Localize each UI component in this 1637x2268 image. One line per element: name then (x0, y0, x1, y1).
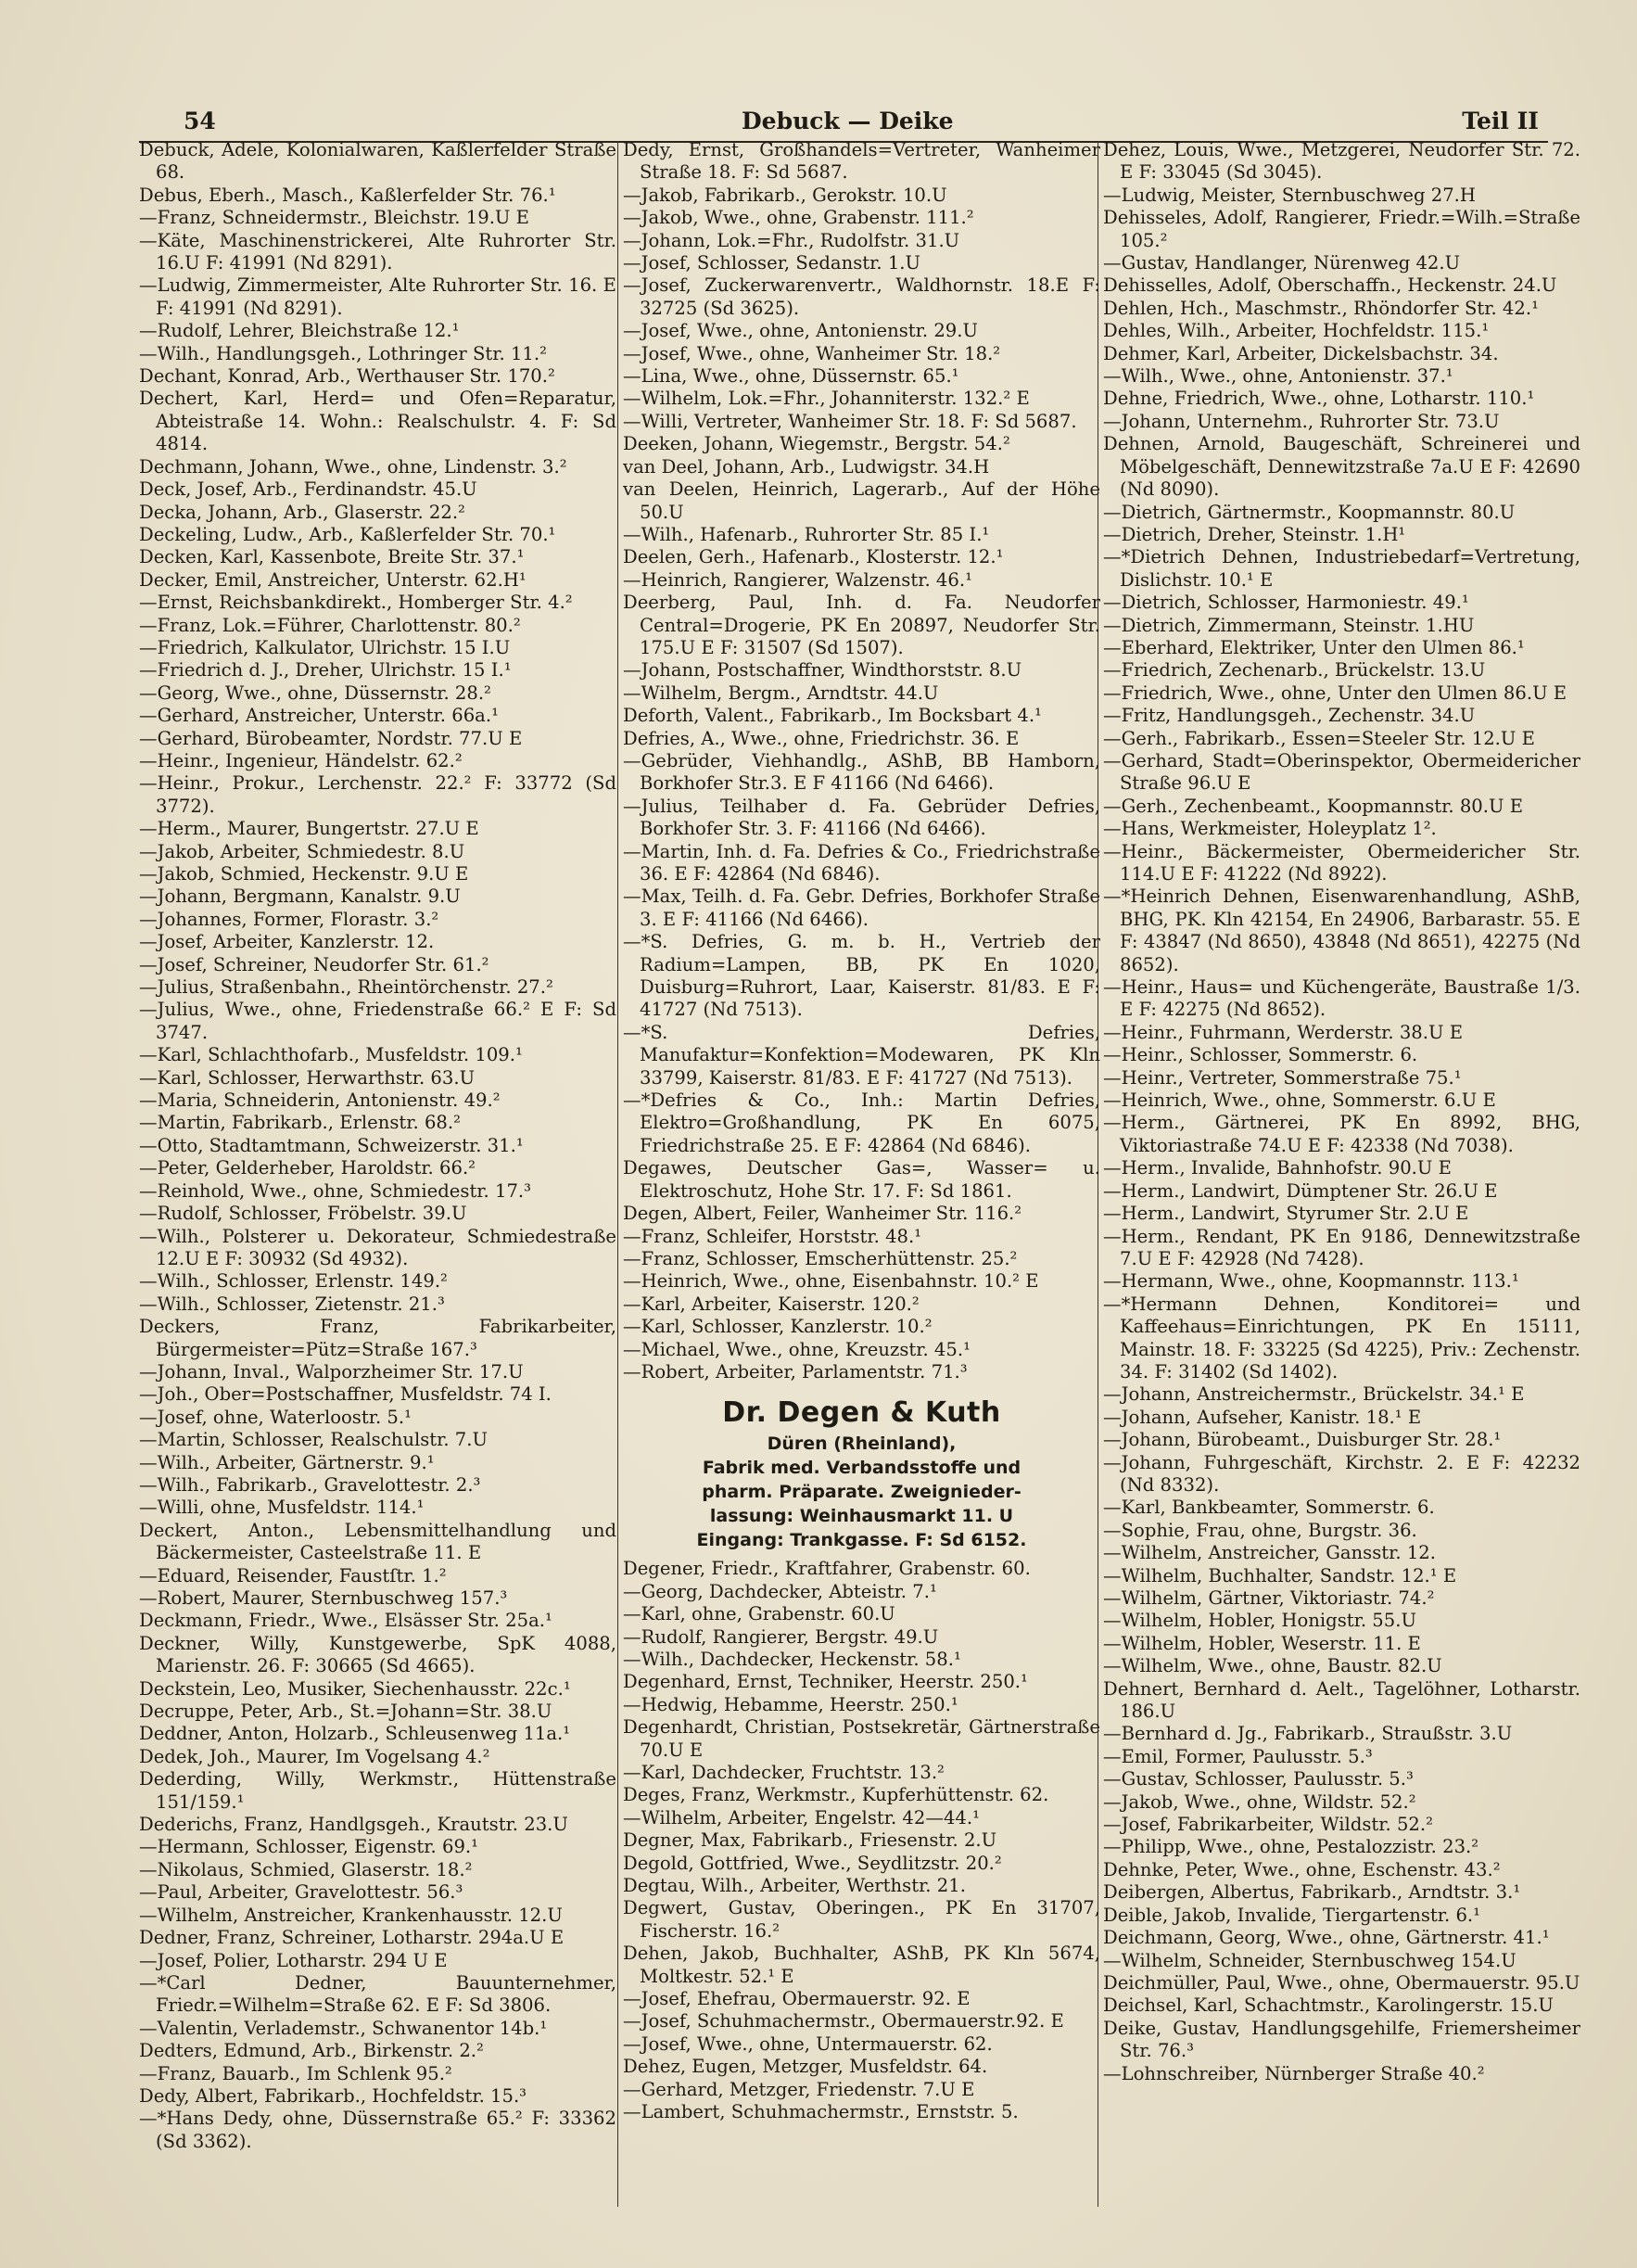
directory-entry: —Franz, Bauarb., Im Schlenk 95.² (139, 2062, 452, 2084)
directory-entry: Decruppe, Peter, Arb., St.=Johann=Str. 38.U (139, 1701, 552, 1723)
ad-line: pharm. Präparate. Zweignieder- (702, 1482, 1022, 1503)
directory-entry: —Herm., Invalide, Bahnhofstr. 90.U E (1103, 1157, 1452, 1179)
directory-entry: —Hans, Werkmeister, Holeyplatz 1². (1103, 818, 1437, 840)
directory-entry: Dehisseles, Adolf, Rangierer, Friedr.=Wilh.=Straße 105.² (1103, 207, 1580, 251)
directory-entry: —Heinr., Schlosser, Sommerstr. 6. (1103, 1044, 1418, 1066)
directory-entry: —Johann, Bürobeamt., Duisburger Str. 28.¹ (1103, 1429, 1502, 1451)
directory-entry: —Michael, Wwe., ohne, Kreuzstr. 45.¹ (623, 1338, 971, 1360)
directory-entry: —Wilhelm, Anstreicher, Krankenhausstr. 12.U (139, 1904, 563, 1926)
directory-entry: Dedner, Franz, Schreiner, Lotharstr. 294a.U E (139, 1927, 565, 1949)
directory-entry: Dedters, Edmund, Arb., Birkenstr. 2.² (139, 2040, 484, 2062)
directory-entry: Dechmann, Johann, Wwe., ohne, Lindenstr. 3.² (139, 455, 567, 478)
directory-entry: —Heinr., Bäckermeister, Obermeidericher Str. 114.U E F: 41222 (Nd 8922). (1103, 840, 1580, 885)
directory-entry: —Jakob, Schmied, Heckenstr. 9.U E (139, 863, 469, 885)
directory-entry: —Heinrich, Rangierer, Walzenstr. 46.¹ (623, 568, 972, 591)
directory-entry: —Herm., Rendant, PK En 9186, Dennewitzstraße 7.U E F: 42928 (Nd 7428). (1103, 1225, 1580, 1269)
directory-entry: —Johann, Anstreichermstr., Brückelstr. 34.¹ E (1103, 1383, 1525, 1406)
directory-entry: —Robert, Arbeiter, Parlamentstr. 71.³ (623, 1360, 968, 1382)
directory-entry: Degner, Max, Fabrikarb., Friesenstr. 2.U (623, 1829, 997, 1852)
directory-entry: —Franz, Schneidermstr., Bleichstr. 19.U E (139, 207, 529, 229)
directory-entry: —*Hermann Dehnen, Konditorei= und Kaffeehaus=Einrichtungen, PK En 15111, Mainstr. 18. F: 33225 (Sd 4225), Priv.: Zechenstr. 34. F: 31402 (Sd 1402). (1103, 1293, 1580, 1382)
directory-entry: Dechant, Konrad, Arb., Werthauser Str. 170.² (139, 365, 555, 388)
directory-entry: Dederding, Willy, Werkmstr., Hüttenstraße 151/159.¹ (139, 1768, 616, 1813)
directory-entry: Deichmüller, Paul, Wwe., ohne, Obermauerstr. 95.U (1103, 1971, 1580, 1994)
directory-entry: —Dietrich, Dreher, Steinstr. 1.H¹ (1103, 523, 1406, 545)
section-label: Teil II (1462, 108, 1539, 134)
directory-entry: —Jakob, Wwe., ohne, Grabenstr. 111.² (623, 207, 974, 229)
directory-entry: —Wilhelm, Arbeiter, Engelstr. 42—44.¹ (623, 1806, 980, 1828)
directory-entry: —Gerhard, Anstreicher, Unterstr. 66a.¹ (139, 705, 499, 727)
directory-entry: Degold, Gottfried, Wwe., Seydlitzstr. 20.² (623, 1852, 1002, 1874)
directory-entry: —Wilh., Handlungsgeh., Lothringer Str. 11.² (139, 342, 547, 364)
directory-entry: —*Carl Dedner, Bauunternehmer, Friedr.=Wilhelm=Straße 62. E F: Sd 3806. (139, 1971, 616, 2017)
directory-entry: —Käte, Maschinenstrickerei, Alte Ruhrorter Str. 16.U F: 41991 (Nd 8291). (139, 229, 616, 274)
directory-entry: —Lambert, Schuhmachermstr., Ernststr. 5. (623, 2101, 1019, 2123)
directory-entry: Dederichs, Franz, Handlgsgeh., Krautstr. 23.U (139, 1814, 568, 1836)
directory-entry: —Wilhelm, Wwe., ohne, Baustr. 82.U (1103, 1655, 1442, 1677)
directory-entry: —Johann, Postschaffner, Windthorststr. 8.U (623, 659, 1022, 682)
directory-entry: —Friedrich, Kalkulator, Ulrichstr. 15 I.U (139, 636, 511, 658)
directory-entry: —Johann, Inval., Walporzheimer Str. 17.U (139, 1360, 524, 1382)
directory-entry: van Deel, Johann, Arb., Ludwigstr. 34.H (623, 455, 990, 478)
directory-entry: —Josef, Zuckerwarenvertr., Waldhornstr. 18.E F: 32725 (Sd 3625). (623, 274, 1100, 319)
directory-entry: —Karl, Dachdecker, Fruchtstr. 13.² (623, 1762, 945, 1783)
directory-entry: —Eberhard, Elektriker, Unter den Ulmen 86.¹ (1103, 636, 1525, 658)
directory-entry: —Valentin, Verlademstr., Schwanentor 14b.¹ (139, 2017, 548, 2039)
directory-entry: —Peter, Gelderheber, Haroldstr. 66.² (139, 1157, 476, 1179)
directory-entry: —Friedrich, Wwe., ohne, Unter den Ulmen 86.U E (1103, 682, 1567, 704)
directory-entry: —Hedwig, Hebamme, Heerstr. 250.¹ (623, 1693, 958, 1715)
directory-entry: —Wilhelm, Anstreicher, Gansstr. 12. (1103, 1542, 1436, 1564)
directory-entry: —Herm., Landwirt, Dümptener Str. 26.U E (1103, 1179, 1498, 1202)
directory-entry: —Willi, ohne, Musfeldstr. 114.¹ (139, 1497, 425, 1519)
directory-entry: Deichsel, Karl, Schachtmstr., Karolingerstr. 15.U (1103, 1994, 1554, 2017)
directory-entry: Dehlen, Hch., Maschmstr., Rhöndorfer Str. 42.¹ (1103, 297, 1539, 319)
directory-entry: Dechert, Karl, Herd= und Ofen=Reparatur, Abteistraße 14. Wohn.: Realschulstr. 4. F: Sd 4814. (139, 388, 616, 455)
directory-entry: —Karl, Schlosser, Herwarthstr. 63.U (139, 1066, 476, 1089)
directory-entry: —Wilhelm, Bergm., Arndtstr. 44.U (623, 682, 939, 704)
directory-entry: —Georg, Dachdecker, Abteistr. 7.¹ (623, 1580, 937, 1602)
directory-entry: —Martin, Fabrikarb., Erlenstr. 68.² (139, 1112, 461, 1134)
directory-entry: Deichmann, Georg, Wwe., ohne, Gärtnerstr. 41.¹ (1103, 1927, 1550, 1949)
directory-entry: —Lina, Wwe., ohne, Düssernstr. 65.¹ (623, 365, 959, 388)
directory-entry: Decken, Karl, Kassenbote, Breite Str. 37.¹ (139, 546, 525, 568)
column-2 (623, 139, 1100, 2216)
ad-line: Düren (Rheinland), (767, 1433, 957, 1455)
directory-entry: —Heinr., Ingenieur, Händelstr. 62.² (139, 749, 463, 771)
directory-entry: —Josef, Schlosser, Sedanstr. 1.U (623, 252, 921, 274)
directory-entry: —Dietrich, Schlosser, Harmoniestr. 49.¹ (1103, 592, 1469, 614)
directory-entry: Deckeling, Ludw., Arb., Kaßlerfelder Str. 70.¹ (139, 523, 556, 545)
directory-entry: —Heinr., Vertreter, Sommerstraße 75.¹ (1103, 1066, 1462, 1089)
directory-entry: —Gerh., Fabrikarb., Essen=Steeler Str. 12.U E (1103, 727, 1535, 749)
directory-entry: —Gerhard, Stadt=Oberinspektor, Obermeidericher Straße 96.U E (1103, 749, 1580, 795)
directory-entry: —Karl, Arbeiter, Kaiserstr. 120.² (623, 1293, 920, 1315)
directory-entry: —Dietrich, Zimmermann, Steinstr. 1.HU (1103, 614, 1475, 636)
directory-entry: —Wilhelm, Schneider, Sternbuschweg 154.U (1103, 1949, 1516, 1971)
directory-entry: —Julius, Straßenbahn., Rheintörchenstr. 27.² (139, 976, 553, 999)
directory-entry: Degener, Friedr., Kraftfahrer, Grabenstr. 60. (623, 1558, 1031, 1580)
directory-entry: —Hermann, Schlosser, Eigenstr. 69.¹ (139, 1836, 478, 1858)
directory-entry: —Philipp, Wwe., ohne, Pestalozzistr. 23.² (1103, 1836, 1479, 1858)
directory-entry: —Franz, Schlosser, Emscherhüttenstr. 25.² (623, 1247, 1018, 1269)
directory-entry: —Jakob, Arbeiter, Schmiedestr. 8.U (139, 840, 465, 862)
directory-entry: Deike, Gustav, Handlungsgehilfe, Friemersheimer Str. 76.³ (1103, 2017, 1580, 2062)
directory-entry: —Georg, Wwe., ohne, Düssernstr. 28.² (139, 682, 491, 704)
directory-entry: —*S. Defries, G. m. b. H., Vertrieb der Radium=Lampen, BB, PK En 1020, Duisburg=Ruhrort, Laar, Kaiserstr. 81/83. E F: 41727 (Nd 7513). (623, 931, 1100, 1021)
directory-entry: —Josef, Schuhmachermstr., Obermauerstr.92. E (623, 2010, 1064, 2032)
column-3 (1103, 139, 1580, 2216)
directory-entry: —Reinhold, Wwe., ohne, Schmiedestr. 17.³ (139, 1179, 531, 1202)
directory-entry: —Karl, Schlachthofarb., Musfeldstr. 109.¹ (139, 1044, 523, 1066)
directory-entry: —Friedrich, Zechenarb., Brückelstr. 13.U (1103, 659, 1486, 682)
directory-entry: —Josef, Ehefrau, Obermauerstr. 92. E (623, 1988, 971, 2010)
directory-entry: Deges, Franz, Werkmstr., Kupferhüttenstr. 62. (623, 1784, 1049, 1806)
directory-entry: Dehez, Eugen, Metzger, Musfeldstr. 64. (623, 2056, 988, 2078)
directory-entry: —Wilhelm, Hobler, Honigstr. 55.U (1103, 1610, 1416, 1632)
directory-entry: —Max, Teilh. d. Fa. Gebr. Defries, Borkhofer Straße 3. E F: 41166 (Nd 6466). (623, 886, 1100, 930)
directory-entry: —Josef, Arbeiter, Kanzlerstr. 12. (139, 931, 435, 953)
directory-entry: —Fritz, Handlungsgeh., Zechenstr. 34.U (1103, 705, 1476, 727)
directory-entry: —Gerhard, Metzger, Friedenstr. 7.U E (623, 2078, 975, 2100)
directory-entry: —Otto, Stadtamtmann, Schweizerstr. 31.¹ (139, 1134, 524, 1156)
directory-entry: —Josef, Schreiner, Neudorfer Str. 61.² (139, 953, 489, 975)
directory-entry: —*S. Defries, Manufaktur=Konfektion=Modewaren, PK Kln 33799, Kaiserstr. 81/83. E F: 41727 (Nd 7513). (623, 1021, 1100, 1089)
directory-entry: —Josef, Polier, Lotharstr. 294 U E (139, 1949, 448, 1971)
advertisement (623, 1395, 1100, 1552)
directory-entry: Dehne, Friedrich, Wwe., ohne, Lotharstr. 110.¹ (1103, 388, 1535, 410)
directory-entry: Degenhardt, Christian, Postsekretär, Gärtnerstraße 70.U E (623, 1716, 1100, 1761)
directory-entry: —Sophie, Frau, ohne, Burgstr. 36. (1103, 1519, 1417, 1541)
directory-entry: —Martin, Schlosser, Realschulstr. 7.U (139, 1429, 489, 1451)
directory-entry: Decka, Johann, Arb., Glaserstr. 22.² (139, 501, 465, 523)
directory-entry: —Wilh., Wwe., ohne, Antonienstr. 37.¹ (1103, 365, 1453, 388)
directory-entry: —Wilh., Dachdecker, Heckenstr. 58.¹ (623, 1648, 961, 1670)
directory-entry: Deckert, Anton., Lebensmittelhandlung und Bäckermeister, Casteelstraße 11. E (139, 1519, 616, 1564)
directory-entry: Deckmann, Friedr., Wwe., Elsässer Str. 25a.¹ (139, 1610, 552, 1632)
directory-entry: Dedy, Ernst, Großhandels=Vertreter, Wanheimer Straße 18. F: Sd 5687. (623, 139, 1100, 184)
directory-entry: Dehen, Jakob, Buchhalter, AShB, PK Kln 5674, Moltkestr. 52.¹ E (623, 1943, 1100, 1987)
directory-entry: —Hermann, Wwe., ohne, Koopmannstr. 113.¹ (1103, 1270, 1519, 1293)
directory-entry: —Johannes, Former, Florastr. 3.² (139, 908, 439, 930)
directory-entry: Degtau, Wilh., Arbeiter, Werthstr. 21. (623, 1875, 966, 1897)
directory-entry: —Heinr., Fuhrmann, Werderstr. 38.U E (1103, 1021, 1464, 1043)
directory-entry: —Johann, Aufseher, Kanistr. 18.¹ E (1103, 1406, 1422, 1428)
directory-entry: —Heinr., Haus= und Küchengeräte, Baustraße 1/3. E F: 42275 (Nd 8652). (1103, 976, 1580, 1021)
directory-entry: —Julius, Teilhaber d. Fa. Gebrüder Defries, Borkhofer Str. 3. F: 41166 (Nd 6466). (623, 795, 1100, 840)
directory-entry: —Wilh., Polsterer u. Dekorateur, Schmiedestraße 12.U E F: 30932 (Sd 4932). (139, 1225, 616, 1269)
directory-entry: Deckstein, Leo, Musiker, Siechenhausstr. 22c.¹ (139, 1677, 571, 1700)
directory-entry: —Wilhelm, Buchhalter, Sandstr. 12.¹ E (1103, 1564, 1457, 1586)
directory-entry: —Gerh., Zechenbeamt., Koopmannstr. 80.U E (1103, 795, 1524, 817)
directory-entry: Dedek, Joh., Maurer, Im Vogelsang 4.² (139, 1745, 490, 1767)
directory-entry: Degawes, Deutscher Gas=, Wasser= u. Elektroschutz, Hohe Str. 17. F: Sd 1861. (623, 1157, 1100, 1202)
directory-entry: —Gustav, Handlanger, Nürenweg 42.U (1103, 252, 1461, 274)
directory-entry: —Karl, Schlosser, Kanzlerstr. 10.² (623, 1316, 933, 1338)
directory-entry: —Wilh., Arbeiter, Gärtnerstr. 9.¹ (139, 1451, 435, 1473)
directory-entry: —Josef, Wwe., ohne, Untermauerstr. 62. (623, 2032, 993, 2055)
directory-entry: Deibergen, Albertus, Fabrikarb., Arndtstr. 3.¹ (1103, 1881, 1521, 1904)
directory-entry: —Johann, Unternehm., Ruhrorter Str. 73.U (1103, 410, 1500, 432)
directory-entry: —Jakob, Wwe., ohne, Wildstr. 52.² (1103, 1790, 1416, 1813)
directory-entry: Dehmer, Karl, Arbeiter, Dickelsbachstr. 34. (1103, 342, 1499, 364)
directory-entry: —Rudolf, Lehrer, Bleichstraße 12.¹ (139, 320, 460, 342)
directory-entry: —Wilh., Schlosser, Zietenstr. 21.³ (139, 1293, 445, 1315)
directory-entry: —Heinr., Prokur., Lerchenstr. 22.² F: 33772 (Sd 3772). (139, 772, 616, 817)
ad-line: Eingang: Trankgasse. F: Sd 6152. (696, 1530, 1027, 1551)
directory-entry: —Wilhelm, Hobler, Weserstr. 11. E (1103, 1632, 1421, 1654)
directory-entry: Deerberg, Paul, Inh. d. Fa. Neudorfer Central=Drogerie, PK En 20897, Neudorfer Str. 175.U E F: 31507 (Sd 1507). (623, 592, 1100, 658)
page-number: 54 (184, 108, 216, 134)
directory-entry: —Dietrich, Gärtnermstr., Koopmannstr. 80.U (1103, 501, 1516, 523)
column-1 (139, 139, 616, 2216)
directory-entry: —Franz, Lok.=Führer, Charlottenstr. 80.² (139, 614, 521, 636)
directory-entry: —Friedrich d. J., Dreher, Ulrichstr. 15 I.¹ (139, 659, 512, 682)
directory-entry: —Lohnschreiber, Nürnberger Straße 40.² (1103, 2062, 1485, 2084)
directory-entry: —Wilhelm, Lok.=Fhr., Johanniterstr. 132.² E (623, 388, 1030, 410)
directory-entry: Deforth, Valent., Fabrikarb., Im Bocksbart 4.¹ (623, 705, 1042, 727)
directory-entry: Deible, Jakob, Invalide, Tiergartenstr. 6.¹ (1103, 1904, 1481, 1926)
directory-entry: —Franz, Schleifer, Horststr. 48.¹ (623, 1225, 922, 1247)
directory-entry: —Eduard, Reisender, Faustſtr. 1.² (139, 1564, 447, 1586)
directory-entry: —Ernst, Reichsbankdirekt., Homberger Str. 4.² (139, 592, 573, 614)
directory-entry: —Heinrich, Wwe., ohne, Eisenbahnstr. 10.² E (623, 1270, 1039, 1293)
directory-entry: —Johann, Bergmann, Kanalstr. 9.U (139, 886, 461, 908)
ad-title: Dr. Degen & Kuth (722, 1396, 1001, 1430)
directory-entry: Deelen, Gerh., Hafenarb., Klosterstr. 12.¹ (623, 546, 1004, 568)
directory-entry: —Heinrich, Wwe., ohne, Sommerstr. 6.U E (1103, 1089, 1496, 1112)
page-header (139, 104, 1548, 143)
directory-entry: Debus, Eberh., Masch., Kaßlerfelder Str. 76.¹ (139, 184, 556, 206)
running-title: Debuck — Deike (742, 108, 954, 134)
directory-entry: Degen, Albert, Feiler, Wanheimer Str. 116.² (623, 1203, 1022, 1225)
directory-entry: —Julius, Wwe., ohne, Friedenstraße 66.² E F: Sd 3747. (139, 999, 616, 1043)
directory-entry: Deckers, Franz, Fabrikarbeiter, Bürgermeister=Pütz=Straße 167.³ (139, 1316, 616, 1360)
directory-entry: —Herm., Gärtnerei, PK En 8992, BHG, Viktoriastraße 74.U E F: 42338 (Nd 7038). (1103, 1112, 1580, 1156)
directory-entry: —Gerhard, Bürobeamter, Nordstr. 77.U E (139, 727, 523, 749)
directory-entry: van Deelen, Heinrich, Lagerarb., Auf der Höhe 50.U (623, 478, 1100, 523)
directory-entry: —Joh., Ober=Postschaffner, Musfeldstr. 74 I. (139, 1383, 552, 1406)
directory-entry: —Ludwig, Meister, Sternbuschweg 27.H (1103, 184, 1476, 206)
directory-entry: —Emil, Former, Paulusstr. 5.³ (1103, 1745, 1373, 1767)
directory-entry: Dehisselles, Adolf, Oberschaffn., Heckenstr. 24.U (1103, 274, 1557, 297)
directory-entry: Deckner, Willy, Kunstgewerbe, SpK 4088, Marienstr. 26. F: 30665 (Sd 4665). (139, 1632, 616, 1677)
directory-entry: Deeken, Johann, Wiegemstr., Bergstr. 54.² (623, 433, 1010, 455)
column-2-bottom (623, 1558, 1100, 2123)
directory-entry: —Herm., Landwirt, Styrumer Str. 2.U E (1103, 1203, 1469, 1225)
directory-entry: —Willi, Vertreter, Wanheimer Str. 18. F: Sd 5687. (623, 410, 1077, 432)
directory-entry: —Wilhelm, Gärtner, Viktoriastr. 74.² (1103, 1587, 1435, 1609)
directory-entry: —Wilh., Hafenarb., Ruhrorter Str. 85 I.¹ (623, 523, 990, 545)
directory-entry: Dehnen, Arnold, Baugeschäft, Schreinerei und Möbelgeschäft, Dennewitzstraße 7a.U E F: 42690 (Nd 8090). (1103, 433, 1580, 501)
directory-entry: Defries, A., Wwe., ohne, Friedrichstr. 36. E (623, 727, 1020, 749)
column-2-top (623, 139, 1100, 1383)
directory-entry: —Rudolf, Rangierer, Bergstr. 49.U (623, 1625, 939, 1648)
directory-entry: Dehez, Louis, Wwe., Metzgerei, Neudorfer Str. 72. E F: 33045 (Sd 3045). (1103, 139, 1580, 184)
directory-entry: —*Heinrich Dehnen, Eisenwarenhandlung, AShB, BHG, PK. Kln 42154, En 24906, Barbarastr. 55. E F: 43847 (Nd 8650), 43848 (Nd 8651), 42275 (Nd 8652). (1103, 886, 1580, 975)
directory-entry: —Nikolaus, Schmied, Glaserstr. 18.² (139, 1858, 473, 1880)
directory-entry: —*Dietrich Dehnen, Industriebedarf=Vertretung, Dislichstr. 10.¹ E (1103, 546, 1580, 591)
directory-entry: Decker, Emil, Anstreicher, Unterstr. 62.H¹ (139, 568, 527, 591)
directory-entry: Degwert, Gustav, Oberingen., PK En 31707, Fischerstr. 16.² (623, 1897, 1100, 1942)
directory-entry: —Karl, Bankbeamter, Sommerstr. 6. (1103, 1497, 1435, 1519)
directory-entry: —Wilh., Schlosser, Erlenstr. 149.² (139, 1270, 448, 1293)
column-divider (617, 141, 618, 2207)
directory-entry: —Karl, ohne, Grabenstr. 60.U (623, 1603, 895, 1625)
directory-entry: —Rudolf, Schlosser, Fröbelstr. 39.U (139, 1203, 467, 1225)
directory-entry: Dehles, Wilh., Arbeiter, Hochfeldstr. 115.¹ (1103, 320, 1490, 342)
directory-entry: Deddner, Anton, Holzarb., Schleusenweg 11a.¹ (139, 1723, 571, 1745)
ad-line: Fabrik med. Verbandsstoffe und (702, 1458, 1022, 1479)
directory-entry: —Martin, Inh. d. Fa. Defries & Co., Friedrichstraße 36. E F: 42864 (Nd 6846). (623, 840, 1100, 885)
directory-entry: —Paul, Arbeiter, Gravelottestr. 56.³ (139, 1881, 463, 1904)
directory-entry: —Ludwig, Zimmermeister, Alte Ruhrorter Str. 16. E F: 41991 (Nd 8291). (139, 274, 616, 319)
directory-entry: —Josef, Fabrikarbeiter, Wildstr. 52.² (1103, 1814, 1433, 1836)
directory-entry: —Robert, Maurer, Sternbuschweg 157.³ (139, 1587, 508, 1609)
directory-entry: —*Hans Dedy, ohne, Düssernstraße 65.² F: 33362 (Sd 3362). (139, 2108, 616, 2152)
directory-entry: —*Defries & Co., Inh.: Martin Defries, Elektro=Großhandlung, PK En 6075, Friedrichstraße 25. E F: 42864 (Nd 6846). (623, 1089, 1100, 1156)
directory-entry: —Jakob, Fabrikarb., Gerokstr. 10.U (623, 184, 947, 206)
directory-entry: —Herm., Maurer, Bungertstr. 27.U E (139, 818, 479, 840)
directory-entry: —Wilh., Fabrikarb., Gravelottestr. 2.³ (139, 1473, 481, 1496)
ad-line: lassung: Weinhausmarkt 11. U (709, 1506, 1014, 1527)
directory-entry: Dehnke, Peter, Wwe., ohne, Eschenstr. 43.² (1103, 1858, 1501, 1880)
directory-entry: —Josef, Wwe., ohne, Antonienstr. 29.U (623, 320, 978, 342)
directory-entry: —Josef, ohne, Waterloostr. 5.¹ (139, 1406, 412, 1428)
directory-entry: —Johann, Lok.=Fhr., Rudolfstr. 31.U (623, 229, 960, 251)
directory-entry: Dedy, Albert, Fabrikarb., Hochfeldstr. 15.³ (139, 2084, 527, 2107)
directory-entry: Deck, Josef, Arb., Ferdinandstr. 45.U (139, 478, 477, 501)
directory-entry: Degenhard, Ernst, Techniker, Heerstr. 250.¹ (623, 1671, 1028, 1693)
directory-entry: Debuck, Adele, Kolonialwaren, Kaßlerfelder Straße 68. (139, 139, 616, 184)
directory-entry: —Johann, Fuhrgeschäft, Kirchstr. 2. E F: 42232 (Nd 8332). (1103, 1451, 1580, 1496)
directory-entry: —Gustav, Schlosser, Paulusstr. 5.³ (1103, 1768, 1414, 1790)
directory-entry: —Maria, Schneiderin, Antonienstr. 49.² (139, 1089, 501, 1112)
directory-entry: —Bernhard d. Jg., Fabrikarb., Straußstr. 3.U (1103, 1723, 1513, 1745)
directory-entry: —Gebrüder, Viehhandlg., AShB, BB Hamborn, Borkhofer Str.3. E F 41166 (Nd 6466). (623, 749, 1100, 795)
directory-entry: —Josef, Wwe., ohne, Wanheimer Str. 18.² (623, 342, 1001, 364)
directory-entry: Dehnert, Bernhard d. Aelt., Tagelöhner, Lotharstr. 186.U (1103, 1677, 1580, 1723)
